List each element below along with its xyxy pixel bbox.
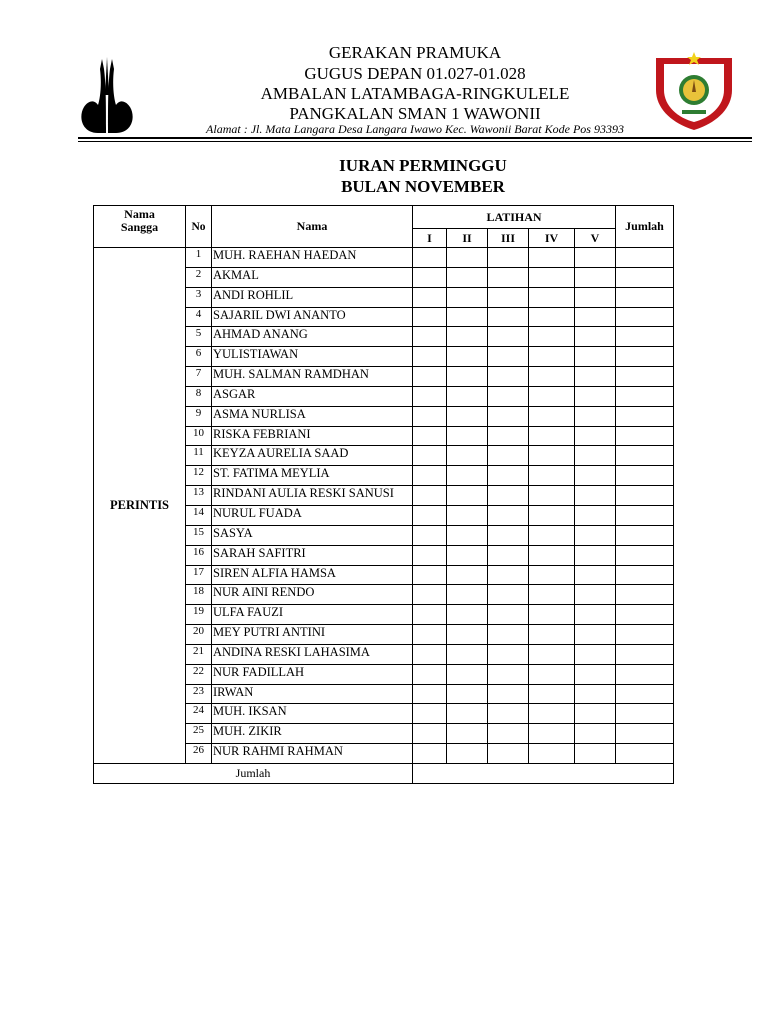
member-name: ASGAR: [212, 386, 413, 406]
jumlah-cell: [616, 287, 674, 307]
doc-title-line-1: IURAN PERMINGGU: [339, 156, 507, 175]
latihan-cell: [447, 565, 488, 585]
latihan-cell: [488, 664, 529, 684]
member-name: SARAH SAFITRI: [212, 545, 413, 565]
latihan-cell: [413, 565, 447, 585]
jumlah-cell: [616, 545, 674, 565]
header-address: Alamat : Jl. Mata Langara Desa Langara Iwawo Kec. Wawonii Barat Kode Pos 93393: [206, 122, 624, 136]
latihan-cell: [529, 585, 575, 605]
latihan-cell: [488, 684, 529, 704]
jumlah-cell: [616, 367, 674, 387]
latihan-cell: [488, 386, 529, 406]
jumlah-cell: [616, 466, 674, 486]
latihan-cell: [575, 545, 616, 565]
latihan-cell: [575, 565, 616, 585]
latihan-cell: [488, 565, 529, 585]
latihan-cell: [575, 684, 616, 704]
jumlah-cell: [616, 525, 674, 545]
latihan-cell: [447, 684, 488, 704]
latihan-cell: [575, 406, 616, 426]
latihan-cell: [488, 426, 529, 446]
jumlah-cell: [616, 486, 674, 506]
latihan-cell: [488, 505, 529, 525]
member-name: SIREN ALFIA HAMSA: [212, 565, 413, 585]
header-latihan-2: II: [447, 229, 488, 248]
latihan-cell: [529, 367, 575, 387]
latihan-cell: [529, 545, 575, 565]
header-nama-sangga: Nama Sangga: [94, 206, 186, 248]
member-name: AHMAD ANANG: [212, 327, 413, 347]
latihan-cell: [529, 644, 575, 664]
latihan-cell: [488, 287, 529, 307]
latihan-cell: [447, 585, 488, 605]
latihan-cell: [447, 486, 488, 506]
latihan-cell: [447, 505, 488, 525]
sangga-name: PERINTIS: [94, 248, 186, 764]
row-number: 21: [186, 644, 212, 664]
latihan-cell: [488, 367, 529, 387]
latihan-cell: [447, 446, 488, 466]
latihan-cell: [447, 704, 488, 724]
latihan-cell: [529, 406, 575, 426]
member-name: ULFA FAUZI: [212, 605, 413, 625]
latihan-cell: [529, 605, 575, 625]
latihan-cell: [488, 605, 529, 625]
jumlah-cell: [616, 704, 674, 724]
latihan-cell: [488, 585, 529, 605]
latihan-cell: [447, 426, 488, 446]
row-number: 17: [186, 565, 212, 585]
latihan-cell: [488, 347, 529, 367]
latihan-cell: [488, 545, 529, 565]
row-number: 23: [186, 684, 212, 704]
latihan-cell: [447, 664, 488, 684]
latihan-cell: [529, 307, 575, 327]
header-line-4: PANGKALAN SMAN 1 WAWONII: [289, 104, 541, 123]
latihan-cell: [529, 466, 575, 486]
latihan-cell: [447, 525, 488, 545]
latihan-cell: [413, 585, 447, 605]
row-number: 13: [186, 486, 212, 506]
footer-jumlah-value: [413, 763, 674, 783]
latihan-cell: [413, 505, 447, 525]
member-name: ST. FATIMA MEYLIA: [212, 466, 413, 486]
latihan-cell: [413, 625, 447, 645]
jumlah-cell: [616, 744, 674, 764]
member-name: KEYZA AURELIA SAAD: [212, 446, 413, 466]
header-line-1: GERAKAN PRAMUKA: [328, 43, 502, 62]
latihan-cell: [413, 386, 447, 406]
header-line-2: GUGUS DEPAN 01.027-01.028: [304, 64, 526, 83]
latihan-cell: [575, 585, 616, 605]
latihan-cell: [447, 605, 488, 625]
member-name: ASMA NURLISA: [212, 406, 413, 426]
latihan-cell: [529, 347, 575, 367]
latihan-cell: [488, 406, 529, 426]
row-number: 26: [186, 744, 212, 764]
row-number: 9: [186, 406, 212, 426]
row-number: 20: [186, 625, 212, 645]
row-number: 12: [186, 466, 212, 486]
latihan-cell: [413, 664, 447, 684]
latihan-cell: [575, 287, 616, 307]
jumlah-cell: [616, 585, 674, 605]
latihan-cell: [575, 744, 616, 764]
latihan-cell: [575, 525, 616, 545]
latihan-cell: [529, 684, 575, 704]
latihan-cell: [413, 704, 447, 724]
member-name: MUH. SALMAN RAMDHAN: [212, 367, 413, 387]
latihan-cell: [413, 644, 447, 664]
header-latihan: LATIHAN: [413, 206, 616, 229]
jumlah-cell: [616, 684, 674, 704]
latihan-cell: [488, 267, 529, 287]
latihan-cell: [529, 724, 575, 744]
latihan-cell: [575, 386, 616, 406]
latihan-cell: [413, 287, 447, 307]
row-number: 5: [186, 327, 212, 347]
jumlah-cell: [616, 446, 674, 466]
latihan-cell: [413, 545, 447, 565]
row-number: 7: [186, 367, 212, 387]
latihan-cell: [413, 347, 447, 367]
header-latihan-5: V: [575, 229, 616, 248]
latihan-cell: [529, 625, 575, 645]
latihan-cell: [413, 406, 447, 426]
latihan-cell: [413, 426, 447, 446]
footer-jumlah-label: Jumlah: [94, 763, 413, 783]
latihan-cell: [488, 704, 529, 724]
latihan-cell: [575, 486, 616, 506]
member-name: ANDINA RESKI LAHASIMA: [212, 644, 413, 664]
latihan-cell: [447, 327, 488, 347]
row-number: 2: [186, 267, 212, 287]
latihan-cell: [447, 545, 488, 565]
jumlah-cell: [616, 406, 674, 426]
latihan-cell: [447, 644, 488, 664]
latihan-cell: [575, 347, 616, 367]
latihan-cell: [413, 307, 447, 327]
latihan-cell: [413, 267, 447, 287]
latihan-cell: [413, 367, 447, 387]
header-nama: Nama: [212, 206, 413, 248]
row-number: 16: [186, 545, 212, 565]
jumlah-cell: [616, 625, 674, 645]
latihan-cell: [575, 267, 616, 287]
row-number: 10: [186, 426, 212, 446]
latihan-cell: [413, 446, 447, 466]
row-number: 8: [186, 386, 212, 406]
header-line-3: AMBALAN LATAMBAGA-RINGKULELE: [260, 84, 570, 103]
latihan-cell: [447, 347, 488, 367]
member-name: AKMAL: [212, 267, 413, 287]
latihan-cell: [413, 724, 447, 744]
jumlah-cell: [616, 267, 674, 287]
latihan-cell: [529, 525, 575, 545]
member-name: MUH. IKSAN: [212, 704, 413, 724]
latihan-cell: [413, 684, 447, 704]
row-number: 11: [186, 446, 212, 466]
member-name: NUR FADILLAH: [212, 664, 413, 684]
header-no: No: [186, 206, 212, 248]
latihan-cell: [413, 486, 447, 506]
latihan-cell: [575, 724, 616, 744]
latihan-cell: [529, 287, 575, 307]
latihan-cell: [488, 248, 529, 268]
latihan-cell: [529, 704, 575, 724]
latihan-cell: [575, 644, 616, 664]
latihan-cell: [447, 267, 488, 287]
latihan-cell: [488, 307, 529, 327]
latihan-cell: [447, 406, 488, 426]
latihan-cell: [488, 644, 529, 664]
latihan-cell: [575, 664, 616, 684]
latihan-cell: [447, 307, 488, 327]
latihan-cell: [413, 327, 447, 347]
row-number: 1: [186, 248, 212, 268]
header-latihan-4: IV: [529, 229, 575, 248]
footer-row: [94, 763, 674, 783]
member-name: RINDANI AULIA RESKI SANUSI: [212, 486, 413, 506]
latihan-cell: [447, 386, 488, 406]
latihan-cell: [575, 704, 616, 724]
jumlah-cell: [616, 644, 674, 664]
row-number: 25: [186, 724, 212, 744]
latihan-cell: [413, 525, 447, 545]
iuran-table: [93, 205, 674, 784]
member-name: MEY PUTRI ANTINI: [212, 625, 413, 645]
jumlah-cell: [616, 605, 674, 625]
jumlah-cell: [616, 347, 674, 367]
latihan-cell: [447, 744, 488, 764]
latihan-cell: [488, 744, 529, 764]
row-number: 14: [186, 505, 212, 525]
member-name: SASYA: [212, 525, 413, 545]
latihan-cell: [529, 744, 575, 764]
row-number: 15: [186, 525, 212, 545]
latihan-cell: [447, 724, 488, 744]
latihan-cell: [575, 426, 616, 446]
row-number: 6: [186, 347, 212, 367]
member-name: SAJARIL DWI ANANTO: [212, 307, 413, 327]
latihan-cell: [488, 724, 529, 744]
latihan-cell: [488, 625, 529, 645]
header-jumlah: Jumlah: [616, 206, 674, 248]
latihan-cell: [529, 386, 575, 406]
latihan-cell: [413, 605, 447, 625]
member-name: NUR AINI RENDO: [212, 585, 413, 605]
row-number: 19: [186, 605, 212, 625]
latihan-cell: [529, 248, 575, 268]
table-row: [94, 248, 674, 268]
latihan-cell: [575, 625, 616, 645]
latihan-cell: [575, 248, 616, 268]
row-number: 24: [186, 704, 212, 724]
latihan-cell: [529, 486, 575, 506]
jumlah-cell: [616, 327, 674, 347]
latihan-cell: [575, 446, 616, 466]
latihan-cell: [575, 466, 616, 486]
jumlah-cell: [616, 386, 674, 406]
member-name: YULISTIAWAN: [212, 347, 413, 367]
jumlah-cell: [616, 565, 674, 585]
header-rule-thin: [78, 141, 752, 142]
row-number: 3: [186, 287, 212, 307]
member-name: MUH. RAEHAN HAEDAN: [212, 248, 413, 268]
latihan-cell: [447, 466, 488, 486]
latihan-cell: [575, 505, 616, 525]
latihan-cell: [529, 565, 575, 585]
member-name: NUR RAHMI RAHMAN: [212, 744, 413, 764]
latihan-cell: [575, 327, 616, 347]
member-name: RISKA FEBRIANI: [212, 426, 413, 446]
member-name: ANDI ROHLIL: [212, 287, 413, 307]
latihan-cell: [413, 248, 447, 268]
member-name: MUH. ZIKIR: [212, 724, 413, 744]
latihan-cell: [488, 327, 529, 347]
jumlah-cell: [616, 248, 674, 268]
latihan-cell: [529, 327, 575, 347]
latihan-cell: [447, 367, 488, 387]
latihan-cell: [488, 446, 529, 466]
row-number: 4: [186, 307, 212, 327]
latihan-cell: [529, 446, 575, 466]
latihan-cell: [575, 367, 616, 387]
row-number: 22: [186, 664, 212, 684]
latihan-cell: [413, 466, 447, 486]
latihan-cell: [488, 466, 529, 486]
jumlah-cell: [616, 664, 674, 684]
latihan-cell: [529, 267, 575, 287]
latihan-cell: [488, 525, 529, 545]
header-rule-thick: [78, 137, 752, 139]
header-latihan-1: I: [413, 229, 447, 248]
latihan-cell: [529, 505, 575, 525]
latihan-cell: [529, 426, 575, 446]
tunas-kelapa-icon: [76, 55, 138, 135]
jumlah-cell: [616, 426, 674, 446]
doc-title-line-2: BULAN NOVEMBER: [341, 177, 505, 196]
member-name: IRWAN: [212, 684, 413, 704]
latihan-cell: [488, 486, 529, 506]
latihan-cell: [413, 744, 447, 764]
jumlah-cell: [616, 724, 674, 744]
member-name: NURUL FUADA: [212, 505, 413, 525]
latihan-cell: [447, 248, 488, 268]
header-latihan-3: III: [488, 229, 529, 248]
row-number: 18: [186, 585, 212, 605]
jumlah-cell: [616, 505, 674, 525]
latihan-cell: [529, 664, 575, 684]
latihan-cell: [575, 605, 616, 625]
latihan-cell: [447, 287, 488, 307]
latihan-cell: [575, 307, 616, 327]
latihan-cell: [447, 625, 488, 645]
jumlah-cell: [616, 307, 674, 327]
